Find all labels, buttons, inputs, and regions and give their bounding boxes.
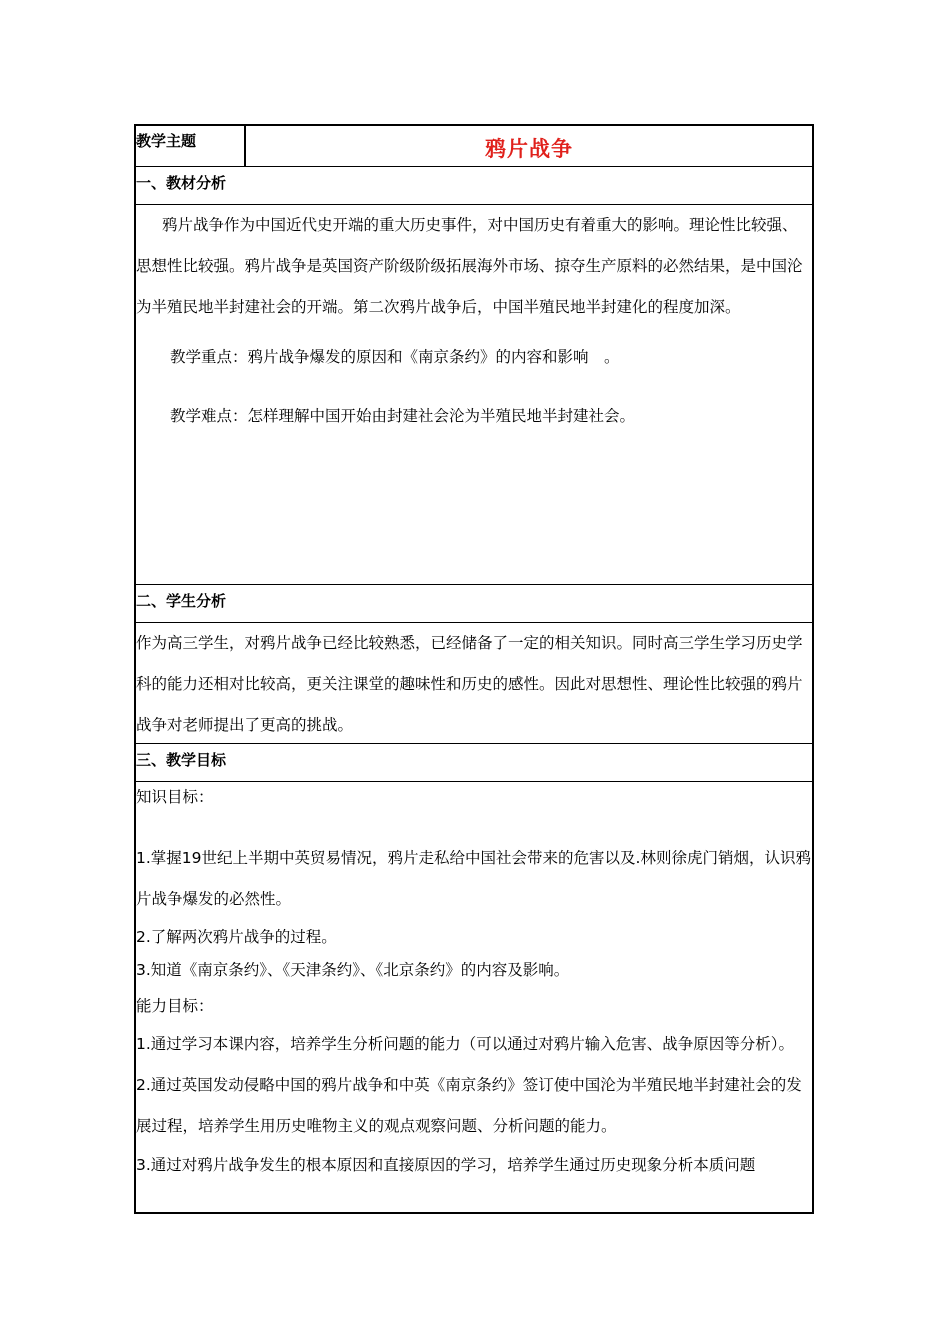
knowledge-goal-1: 1.掌握19世纪上半期中英贸易情况，鸦片走私给中国社会带来的危害以及.林则徐虎门销烟，认识鸦片战争爆发的必然性。 — [136, 849, 811, 908]
key-point: 教学重点：鸦片战争爆发的原因和《南京条约》的内容和影响 。 — [170, 348, 620, 366]
ability-goal-2: 2.通过英国发动侵略中国的鸦片战争和中英《南京条约》签订使中国沦为半殖民地半封建社会的发展过程，培养学生用历史唯物主义的观点观察问题、分析问题的能力。 — [136, 1076, 802, 1135]
ability-goal-3: 3.通过对鸦片战争发生的根本原因和直接原因的学习，培养学生通过历史现象分析本质问题 — [136, 1156, 756, 1174]
knowledge-label: 知识目标： — [136, 788, 214, 806]
ability-label: 能力目标： — [136, 997, 214, 1015]
section2-heading: 二、学生分析 — [136, 585, 812, 623]
section3-body — [136, 782, 812, 1212]
section1-paragraph: 鸦片战争作为中国近代史开端的重大历史事件，对中国历史有着重大的影响。理论性比较强、思想性比较强。鸦片战争是英国资产阶级阶级拓展海外市场、掠夺生产原料的必然结果，是中国沦为半殖民地半封建社会的开端。第二次鸦片战争后，中国半殖民地半封建化的程度加深。 — [136, 216, 803, 316]
lesson-plan-table — [134, 124, 814, 1214]
section2-body — [136, 623, 812, 744]
knowledge-goal-2: 2.了解两次鸦片战争的过程。 — [136, 928, 337, 946]
ability-goal-1: 1.通过学习本课内容，培养学生分析问题的能力（可以通过对鸦片输入危害、战争原因等分析）。 — [136, 1035, 795, 1053]
knowledge-goal-3: 3.知道《南京条约》、《天津条约》、《北京条约》的内容及影响。 — [136, 961, 570, 979]
section1-heading: 一、教材分析 — [136, 167, 812, 205]
topic-row — [136, 126, 812, 167]
topic-title: 鸦片战争 — [485, 137, 573, 161]
topic-label: 教学主题 — [136, 126, 246, 166]
section3-heading: 三、教学目标 — [136, 744, 812, 782]
difficulty-point: 教学难点：怎样理解中国开始由封建社会沦为半殖民地半封建社会。 — [170, 407, 636, 425]
section1-body — [136, 205, 812, 585]
section2-paragraph: 作为高三学生，对鸦片战争已经比较熟悉，已经储备了一定的相关知识。同时高三学生学习历史学科的能力还相对比较高，更关注课堂的趣味性和历史的感性。因此对思想性、理论性比较强的鸦片战争对老师提出了更高的挑战。 — [136, 634, 803, 734]
